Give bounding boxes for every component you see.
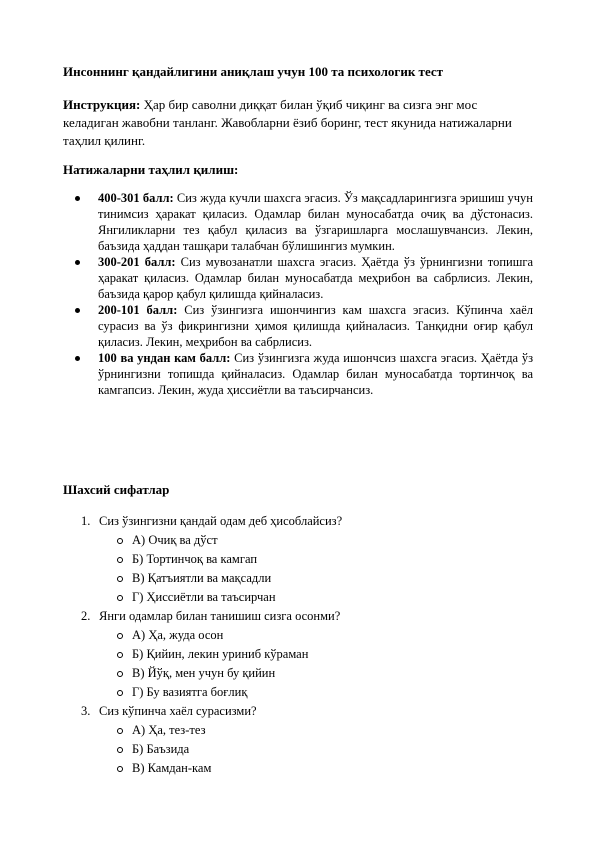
circle-bullet-icon xyxy=(117,576,123,582)
result-range: 100 ва ундан кам балл: xyxy=(98,351,231,365)
option-text: Б) Тортинчоқ ва камгап xyxy=(132,552,258,566)
circle-bullet-icon xyxy=(117,538,123,544)
option-item xyxy=(99,626,533,645)
option-text: А) Ҳа, жуда осон xyxy=(132,628,224,642)
option-item xyxy=(99,721,533,740)
option-item xyxy=(99,550,533,569)
options-list xyxy=(99,531,533,607)
option-text: Г) Ҳиссиётли ва таъсирчан xyxy=(132,590,276,604)
result-text: Сиз ўзингизга ишончингиз кам шахсга эгасиз. Кўпинча хаёл сурасиз ва ўз фикрингизни ҳимоя қилишда қийналасиз. Танқидни оғир қабул қиласиз. Лекин, меҳрибон ва сабрлисиз. xyxy=(98,303,533,349)
option-item xyxy=(99,740,533,759)
option-item xyxy=(99,759,533,778)
question-text: Сиз кўпинча хаёл сурасизми? xyxy=(99,704,257,718)
questions-list xyxy=(63,512,533,778)
circle-bullet-icon xyxy=(117,652,123,658)
result-item xyxy=(63,350,533,398)
option-item xyxy=(99,569,533,588)
option-item xyxy=(99,664,533,683)
options-list xyxy=(99,626,533,702)
option-item xyxy=(99,645,533,664)
option-text: А) Очиқ ва дўст xyxy=(132,533,218,547)
instruction-label: Инструкция: xyxy=(63,97,141,112)
option-item xyxy=(99,683,533,702)
bullet-icon xyxy=(75,196,80,201)
circle-bullet-icon xyxy=(117,557,123,563)
circle-bullet-icon xyxy=(117,690,123,696)
option-text: Б) Баъзида xyxy=(132,742,190,756)
result-item xyxy=(63,190,533,254)
bullet-icon xyxy=(75,356,80,361)
option-text: Г) Бу вазиятга боғлиқ xyxy=(132,685,248,699)
question-item xyxy=(63,607,533,702)
option-text: В) Камдан-кам xyxy=(132,761,212,775)
result-item xyxy=(63,302,533,350)
results-heading: Натижаларни таҳлил қилиш: xyxy=(63,162,239,177)
result-text: Сиз ўзингизга жуда ишончсиз шахсга эгасиз. Ҳаётда ўз ўрнингизни топишда қийналасиз. Одамлар билан муносабатда тортинчоқ ва камгапсиз. Лекин, жуда ҳиссиётли ва таъсирчансиз. xyxy=(98,351,534,397)
document-title: Инсоннинг қандайлигини аниқлаш учун 100 та психологик тест xyxy=(63,64,444,79)
option-text: А) Ҳа, тез-тез xyxy=(132,723,206,737)
result-text: Сиз мувозанатли шахсга эгасиз. Ҳаётда ўз ўрнингизни топишга ҳаракат қиласиз. Одамлар билан муносабатда меҳрибон ва сабрлисиз. Лекин, баъзида қарор қабул қилишда қийналасиз. xyxy=(98,255,534,301)
result-text: Сиз жуда кучли шахсга эгасиз. Ўз мақсадларингизга эришиш учун тинимсиз ҳаракат қиласиз. Одамлар билан муносабатда очиқ ва дўстонасиз. Янгиликларни тез қабул қиласиз ва ўзгаришларга мослашувчансиз. Лекин, баъзида ҳаддан ташқари талабчан бўлишингиз мумкин. xyxy=(98,191,533,253)
option-text: В) Қатъиятли ва мақсадли xyxy=(132,571,272,585)
result-range: 200-101 балл: xyxy=(98,303,178,317)
instruction-paragraph xyxy=(63,96,533,150)
bullet-icon xyxy=(75,260,80,265)
circle-bullet-icon xyxy=(117,766,123,772)
question-number: 1. xyxy=(81,514,91,528)
circle-bullet-icon xyxy=(117,728,123,734)
result-range: 400-301 балл: xyxy=(98,191,174,205)
question-text: Сиз ўзингизни қандай одам деб ҳисоблайсиз? xyxy=(99,514,343,528)
instruction-text: Ҳар бир саволни диққат билан ўқиб чиқинг ва сизга энг мос келадиган жавобни танланг. Жавобларни ёзиб боринг, тест якунида натижаларни таҳлил қилинг. xyxy=(63,97,512,148)
question-text: Янги одамлар билан танишиш сизга осонми? xyxy=(99,609,341,623)
question-item xyxy=(63,702,533,778)
option-item xyxy=(99,588,533,607)
circle-bullet-icon xyxy=(117,633,123,639)
option-text: Б) Қийин, лекин уриниб кўраман xyxy=(132,647,309,661)
circle-bullet-icon xyxy=(117,595,123,601)
bullet-icon xyxy=(75,308,80,313)
question-number: 2. xyxy=(81,609,91,623)
question-number: 3. xyxy=(81,704,91,718)
option-item xyxy=(99,531,533,550)
results-list xyxy=(63,190,533,398)
option-text: В) Йўқ, мен учун бу қийин xyxy=(132,666,276,680)
traits-heading: Шахсий сифатлар xyxy=(63,482,170,497)
result-item xyxy=(63,254,533,302)
circle-bullet-icon xyxy=(117,671,123,677)
circle-bullet-icon xyxy=(117,747,123,753)
result-range: 300-201 балл: xyxy=(98,255,176,269)
question-item xyxy=(63,512,533,607)
options-list xyxy=(99,721,533,778)
